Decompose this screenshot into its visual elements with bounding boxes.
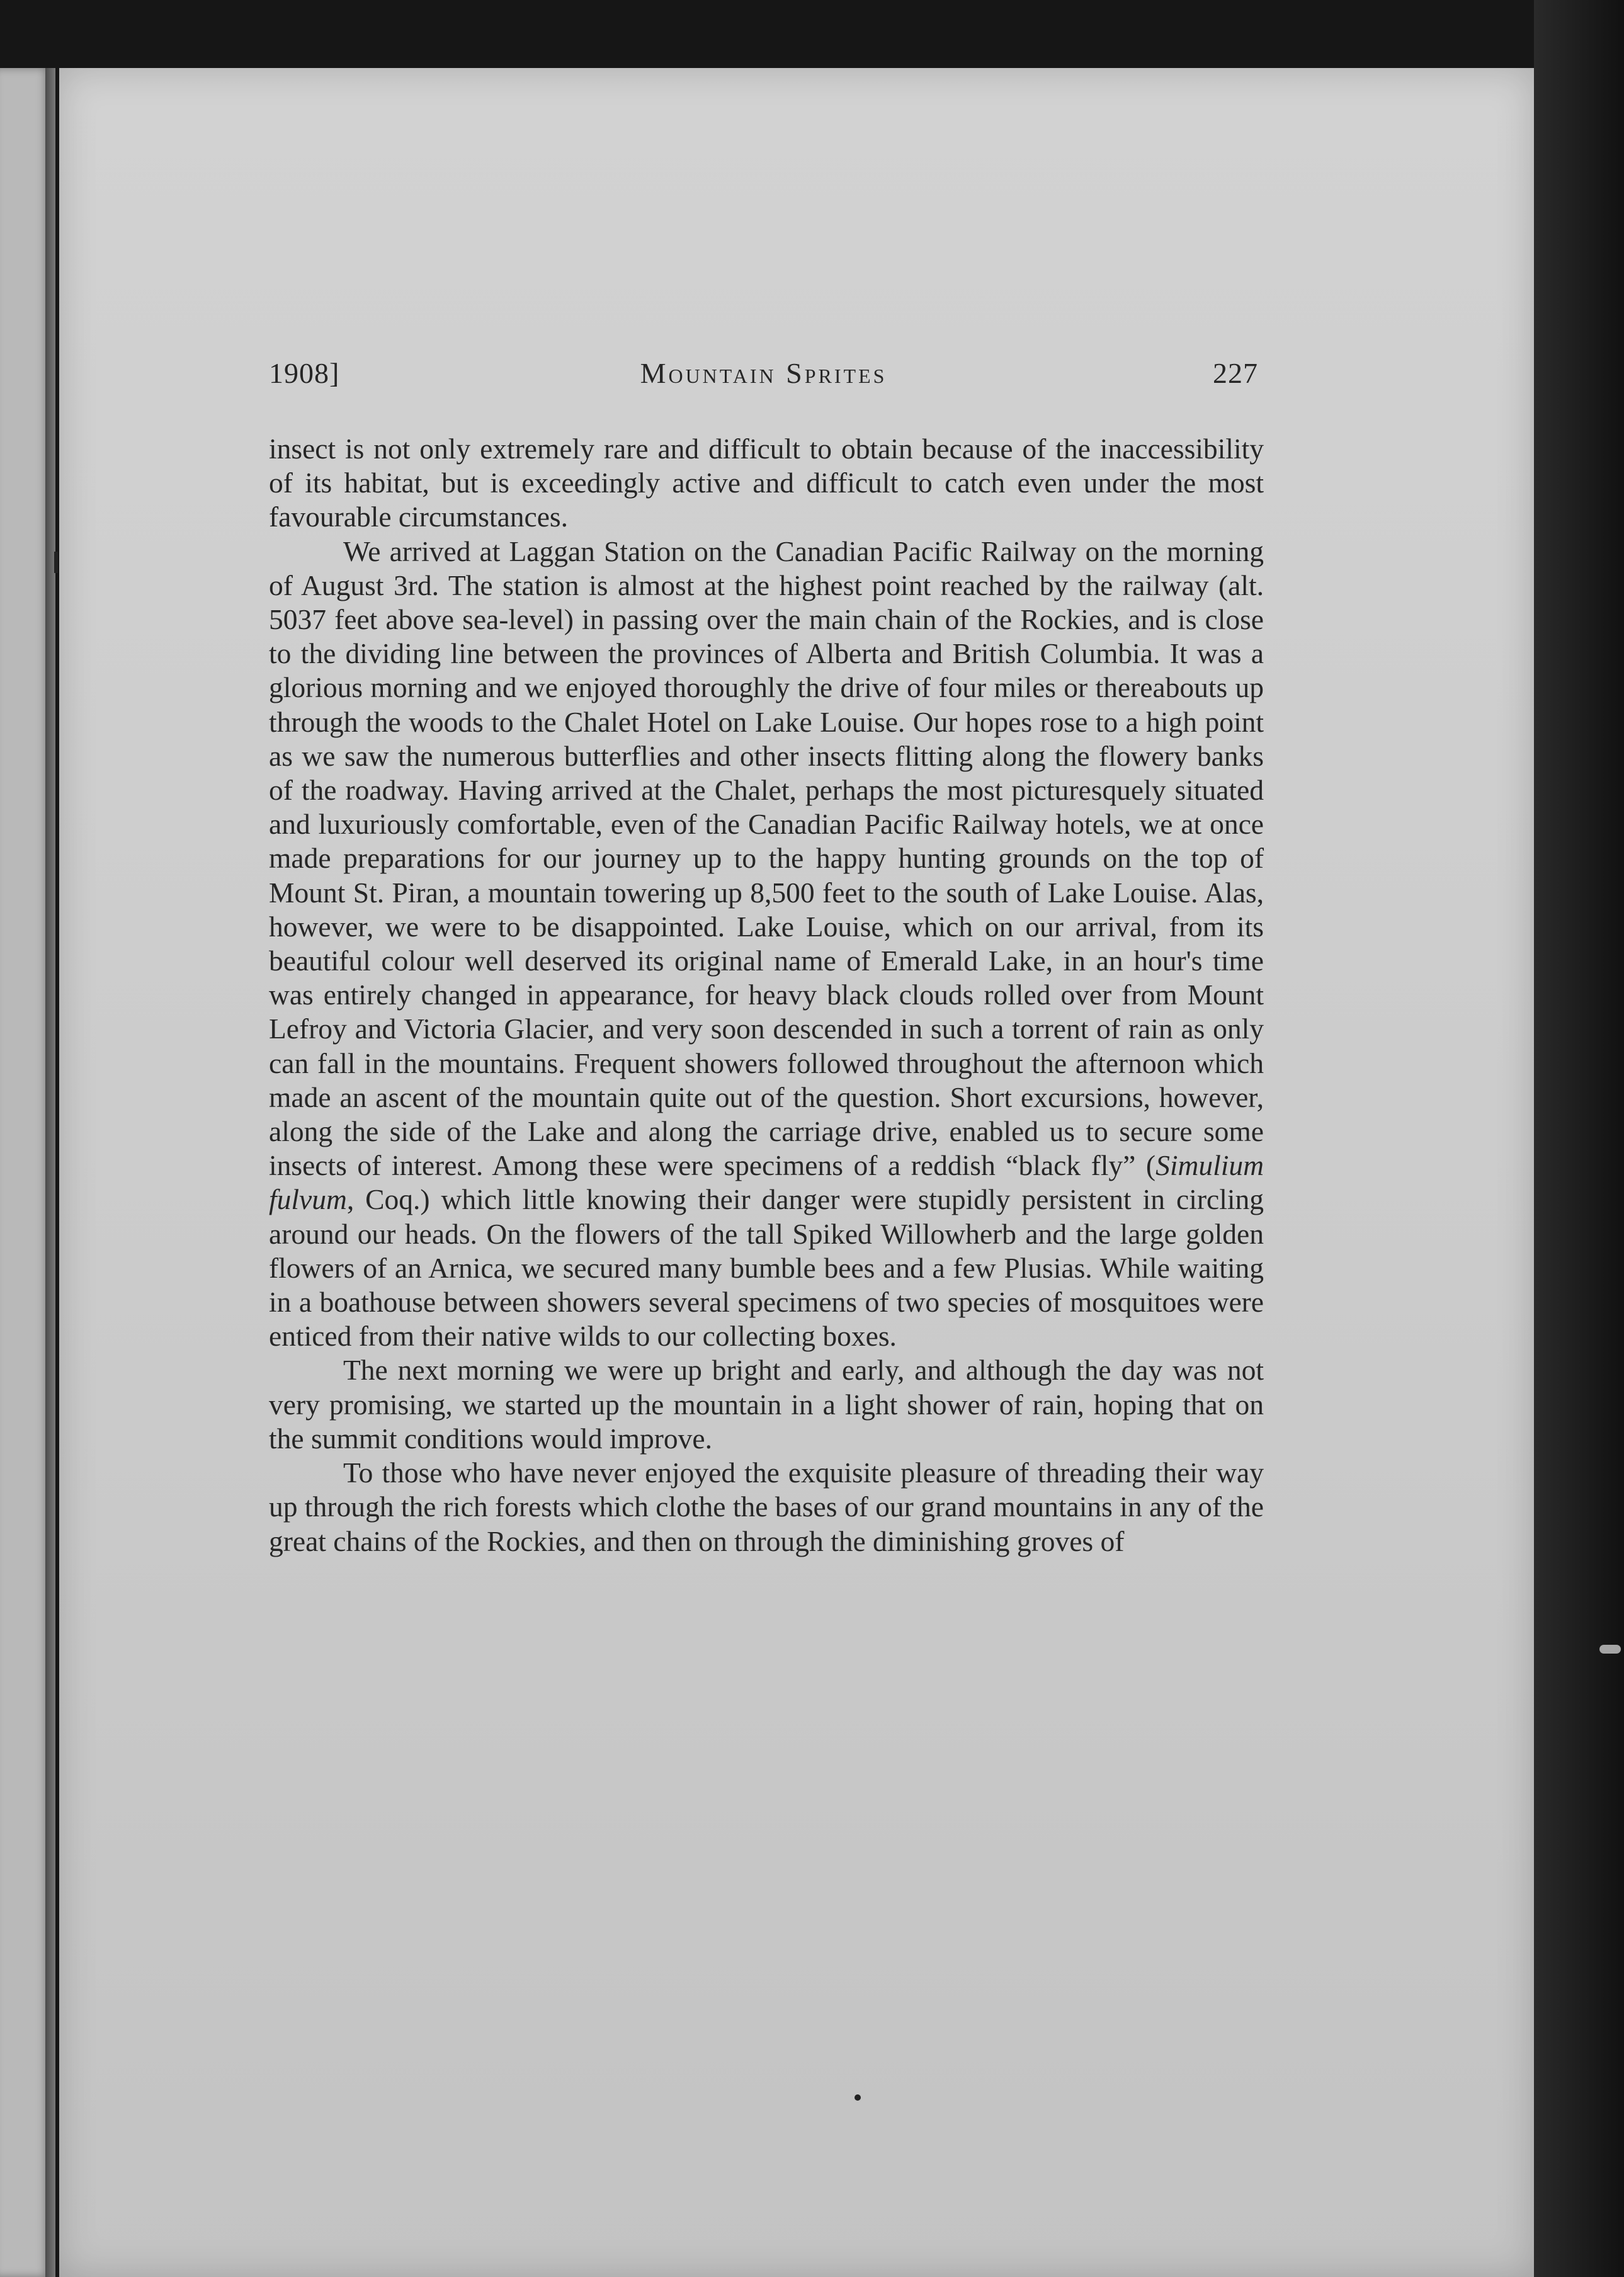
running-header: [269, 356, 1258, 394]
text-segment: To those who have never enjoyed the exquisite pleasure of threading their way up through the rich forests which clothe the bases of our grand mountains in any of the great chains of the Rockies, and then on through the diminishing groves of: [269, 1456, 1264, 1557]
paragraph: [269, 1353, 1264, 1456]
edge-mark: [1599, 1645, 1621, 1654]
text-segment: We arrived at Laggan Station on the Canadian Pacific Railway on the morning of August 3rd. The station is almost at the highest point reached by the railway (alt. 5037 feet above sea-level) in passing over the main chain of the Rockies, and is close to the dividing line between the provinces of Alberta and British Columbia. It was a glorious morning and we enjoyed thoroughly the drive of four miles or thereabouts up through the woods to the Chalet Hotel on Lake Louise. Our hopes rose to a high point as we saw the numerous butterflies and other insects flitting along the flowery banks of the roadway. Having arrived at the Chalet, perhaps the most picturesquely situated and luxuriously comfortable, even of the Canadian Pacific Railway hotels, we at once made preparations for our journey up to the happy hunting grounds on the top of Mount St. Piran, a mountain towering up 8,500 feet to the south of Lake Louise. Alas, however, we were to be disappointed. Lake Louise, which on our arrival, from its beautiful colour well deserved its original name of Emerald Lake, in an hour's time was entirely changed in appearance, for heavy black clouds rolled over from Mount Lefroy and Victoria Glacier, and very soon descended in such a torrent of rain as only can fall in the mountains. Frequent showers followed throughout the afternoon which made an ascent of the mountain quite out of the question. Short excursions, however, along the side of the Lake and along the carriage drive, enabled us to secure some insects of interest. Among these were specimens of a reddish “black fly” (: [269, 535, 1264, 1182]
left-page-edge: [0, 68, 52, 2277]
body-text: [269, 432, 1264, 1559]
paragraph: [269, 535, 1264, 1354]
text-segment: , Coq.) which little knowing their danger were stupidly persistent in circling around our heads. On the flowers of the tall Spiked Willowherb and the large golden flowers of an Arnica, we secured many bumble bees and a few Plusias. While waiting in a boathouse between showers several specimens of two species of mosquitoes were enticed from their native wilds to our collecting boxes.: [269, 1183, 1264, 1353]
margin-mark: [54, 552, 58, 573]
scan-background: [1534, 0, 1624, 2277]
header-year: 1908]: [269, 357, 340, 389]
page-speck: [855, 2094, 861, 2101]
text-segment: insect is not only extremely rare and difficult to obtain because of the inaccessibility of its habitat, but is exceedingly active and difficult to catch even under the most favourable circumstances.: [269, 433, 1264, 533]
page-number: 227: [1213, 357, 1258, 389]
italic-species-name: Simulium fulvum: [269, 1149, 1264, 1216]
book-gutter: [45, 68, 55, 2277]
header-title: Mountain Sprites: [640, 357, 887, 389]
text-segment: The next morning we were up bright and early, and although the day was not very promising, we started up the mountain in a light shower of rain, hoping that on the summit conditions would improve.: [269, 1354, 1264, 1455]
paragraph: [269, 1456, 1264, 1559]
paragraph: [269, 432, 1264, 535]
